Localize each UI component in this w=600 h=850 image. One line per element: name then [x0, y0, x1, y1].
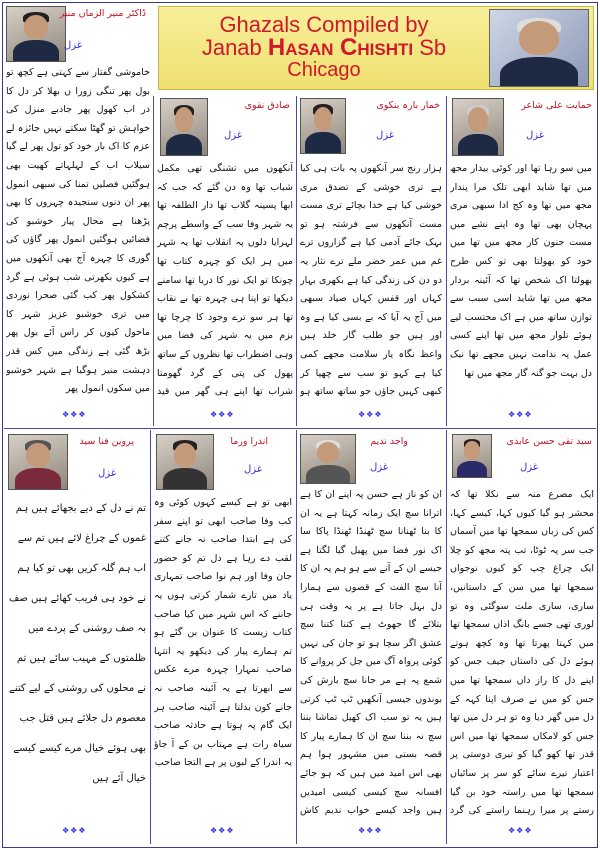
column-divider	[446, 96, 447, 426]
column-divider	[296, 96, 297, 426]
poet-photo	[452, 434, 492, 478]
ghazal-label: غزل	[224, 130, 243, 141]
ghazal-text: تم نے دل کے دیے بجھائے ہیں ہم غموں کے چراغ لائے ہیں تم سے اب ہم گلہ کریں بھی تو کیا ہم نے خود ہی فریب کھائے ہیں صف بہ صف روشنی کے پردے میں ظلمتوں کے مہیب سائے ہیں تم نے محلوں کی روشنی کے لیے کتنے معصوم دل جلائے ہیں قتل جب بھی ہوئے خیال مرے کیسے کیسے خیال آئے ہیں	[8, 503, 146, 784]
ghazal-column	[300, 486, 442, 820]
ghazal-label: غزل	[370, 462, 389, 473]
ghazal-label: غزل	[520, 462, 539, 473]
separator-ornament: ❖❖❖	[62, 410, 87, 419]
banner-line-1: Ghazals Compiled by	[219, 12, 429, 37]
ghazal-text: میں سو رہا تھا اور کوئی بیدار مجھ میں تھا شاید ابھی تلک مرا پندار مجھ میں تھا وہ کج ادا سبھی مری پہچان بھی تھا وہ اپنے نشے میں مست جنون کار مجھ میں تھا میں خود کو بھولتا بھی تو کس طرح بھولتا اک شخص تھا کہ آئینہ بردار مجھ میں تھا شاید اسی سبب سے توازن ساتھ میں ہے اک محتسب لیے ہوئے تلوار مجھ میں تھا اپنے کسی عمل پہ ندامت نہیں مجھے تھا نیک دل بہت جو گنہ گار مجھ میں تھا	[450, 163, 592, 379]
poet-name: اندرا ورما	[230, 436, 268, 447]
ghazal-label: غزل	[244, 464, 263, 475]
poet-name: ڈاکٹر منیر الزماں منیر	[59, 8, 146, 19]
poet-photo	[160, 98, 208, 156]
ghazal-column	[300, 160, 442, 404]
ghazal-text: خاموشی گفتار سے کہتی ہے کچھ تو بول پھر تنگی زورا ں بھلا کر دل کا در اب کھول پھر جاذبے منزل کی خواہش تو گھٹا سکتے نہیں جائزہ لے عزم کا اک بار خود کو تول پھر لے گیا سیلاب اب کے لہلہاتے کھیت بھی ہوگئیں فصلیں تمنا کی سبھی انمول پھر ان دنوں سنجیدہ چہروں کا بھی پڑھنا ہے محال پیار خوشبو کی فضائیں ہوگئیں انمول پھر گاؤں کی گوری کا چہرہ آج بھی آنکھوں میں ہے کیوں بکھرتی شب ہوئی ہے گرد کشکول پھر کب گئی صحرا نوردی میں تری خوشبو عزیز شہر کا ماحول کیوں کر راس آئے بول پھر بڑھ گئی ہے زندگی میں کس قدر دہشت منیر ہوگیا ہے شہر خوشبو میں سکوں انمول پھر	[6, 67, 150, 395]
compiler-photo	[489, 9, 589, 87]
poet-photo	[156, 434, 214, 490]
ghazal-text: ایک مصرع منہ سے نکلا تھا کہ محشر ہو گیا کیوں کہا، کیسے کہا، کس کی زباں سمجھا تھا میں آسماں جب سر پہ ٹوٹا، تب پتہ مجھ کو چلا ایک چراغ چپ کو کیوں نوجواں سمجھا تھا میں سن کے داستانیں، ساری، ساری ملت سوگئی وہ تو لوری تھی جسے بانگ اذاں سمجھا تھا میں کہتا پھرتا تھا وہ کچھ ہوتے ہوئے دل کی داستاں جیف جس کو اپنے دل کا راز داں سمجھا تھا میں جس کو میں نے صرف اپنا کہہ کے دل میں گھر دیا وہ تو ہر دل میں تھا جس کو لامکاں سمجھا تھا میں اس قدر تھا کھو گیا کو تیری دوستی پر اعتبار تیرے سائے کو سر پر سائباں سمجھا تھا میں راستہ خود بن گیا رستے پر میرا رہنما راستے کی گرد	[450, 489, 594, 817]
poet-photo	[8, 434, 68, 490]
poet-name: پروین فنا سید	[79, 436, 134, 447]
banner-line-3: Chicago	[287, 59, 361, 81]
banner-title	[159, 13, 489, 82]
ghazal-column	[450, 486, 594, 820]
column-divider	[446, 430, 447, 844]
compiler-name: Hasan Chishti	[267, 34, 414, 61]
ghazal-text: ابھی تو ہے کیسے کہوں کوئی وہ کب وفا صاحب ابھی تو اپنے سفر کی ہے ابتدا صاحب نہ جانے کتنے لقب دے رہا ہے دل تم کو حضور جان وفا اور ہم نوا صاحب تمہاری یاد میں تارے شمار کرتی ہوں یہ جاننے کہ اس شہر میں کیا صاحب کتاب زیست کا عنوان بن گئے ہو تم ہمارے پیار کی دیکھو یہ انتہا صاحب تمہارا چہرہ مرے عکس سے ابھرتا ہے یہ آئینہ صاحب نہ جانے کون بدلتا ہے آئینہ صاحب ہر ایک گام پہ ہوتا ہے حادثہ صاحب سیاہ رات ہے مہتاب بن کے آ جاؤ یہ اندرا کے لبوں پر ہے التجا صاحب	[154, 497, 292, 769]
banner-line-2: Janab Hasan Chishti Sb	[201, 34, 447, 61]
column-divider	[150, 430, 151, 844]
ghazal-label: غزل	[98, 468, 117, 479]
poet-photo	[6, 6, 66, 62]
poet-name: صادق نقوی	[244, 100, 290, 111]
ghazal-column	[8, 494, 146, 820]
ghazal-label: غزل	[526, 130, 545, 141]
separator-ornament: ❖❖❖	[210, 826, 235, 835]
ghazal-column	[154, 494, 292, 820]
separator-ornament: ❖❖❖	[358, 410, 383, 419]
ghazal-column	[157, 160, 293, 404]
poet-name: سید تقی حسن عابدی	[506, 436, 592, 447]
separator-ornament: ❖❖❖	[210, 410, 235, 419]
poet-photo	[300, 434, 356, 484]
column-divider	[296, 430, 297, 844]
column-divider	[153, 96, 154, 426]
ghazal-text: آنکھوں میں تشنگی تھی مکمل شباب تھا وہ دن گئے کہ جب کہ ابھا پسینہ گلاب تھا دار الطلفہ تھا یہ شہر وفا سب کے واسطے پرچم لہرایا دلوں پہ انقلاب تھا یہ شہر میں ہر ایک کو چہرہ کتاب تھا چونکا تو ایک نور کا دریا تھا سامنے دیکھا تو اپنا ہی چہرہ تھا بے نقاب تھا ہر سو ترے وجود کا چرچا تھا بزم میں یہ شہر کی فضا میں وہی اضطراب تھا نظروں کے ساتھ پھول کی پتی کے گرد گھومتا شراب تھا اپنے ہی گھر میں قید	[157, 163, 293, 398]
separator-ornament: ❖❖❖	[508, 826, 533, 835]
ghazal-column	[450, 160, 592, 404]
separator-ornament: ❖❖❖	[508, 410, 533, 419]
poet-name: خمار بارہ بنکوی	[376, 100, 440, 111]
poet-name: واجد ندیم	[370, 436, 408, 447]
separator-ornament: ❖❖❖	[62, 826, 87, 835]
ghazal-text: ہزار رنج سر آنکھوں پہ بات ہی کیا ہے تری خوشی کے تصدق مری خوشی کیا ہے خدا بچائے تری مست مست آنکھوں سے فرشتہ ہو تو بہک جائے آدمی کیا ہے گزاروں ترے غم میں عمر خضر ملے ترے نثار یہ دو دن کی زندگی کیا ہے بکھری بہار کہاں اور قفس کہاں صیاد سبھی میں آج یہ آیا کہ بے بسی کیا ہے وہ اور ہیں جو طلب گار خلد ہیں واعظ نگاہ یار سلامت مجھے کمی کیا ہے کہو تو سب سے چھپا کر کبھی کہیں جاؤں جو ساتھ ساتھ ہو	[300, 163, 442, 398]
separator-ornament: ❖❖❖	[358, 826, 383, 835]
poet-name: حمایت علی شاعر	[521, 100, 592, 111]
ghazal-label: غزل	[64, 40, 83, 51]
poet-photo	[452, 98, 504, 156]
row-divider	[4, 428, 596, 429]
ghazal-text: ان کو ناز ہے حسن پہ اپنے ان کا ہے اترانا سچ ایک زمانہ کہتا ہے یہ ان کا بنا ٹھنانا سچ ٹھنڈا ٹھنڈا پاکا سا اک نور فضا میں پھیل گیا لگتا ہے جیسے ان کے آنے سے ہو ہم پہ ان کا آنا سچ الفت کے قصوں سے ہمارا دل بہل جاتا ہے پر یہ وقت ہی بتلائے گا جھوٹ ہے کتنا کتنا سچ عشق اگر سچا ہو تو جان کی نہیں کوئی پرواہ آگ میں جل کر پروانے کا شمع پہ ہے مر جانا سچ بارش کی بوندوں جیسی آنکھیں ٹپ ٹپ کرتی ہیں یہ تو سب اک کھیل تماشا بننا سچ نہ بننا سچ ان کا ہمارے پیار کا قصہ بستی میں مشہور ہوا ہم بھی اس امید میں ہیں کہ ہو جائے افسانہ سچ کیسی کیسی امیدیں ہیں واجد کیسے خواب ندیم کاش	[300, 489, 442, 817]
poet-photo	[300, 98, 346, 154]
ghazal-label: غزل	[376, 130, 395, 141]
ghazal-column	[6, 64, 150, 404]
header-banner	[158, 6, 594, 90]
